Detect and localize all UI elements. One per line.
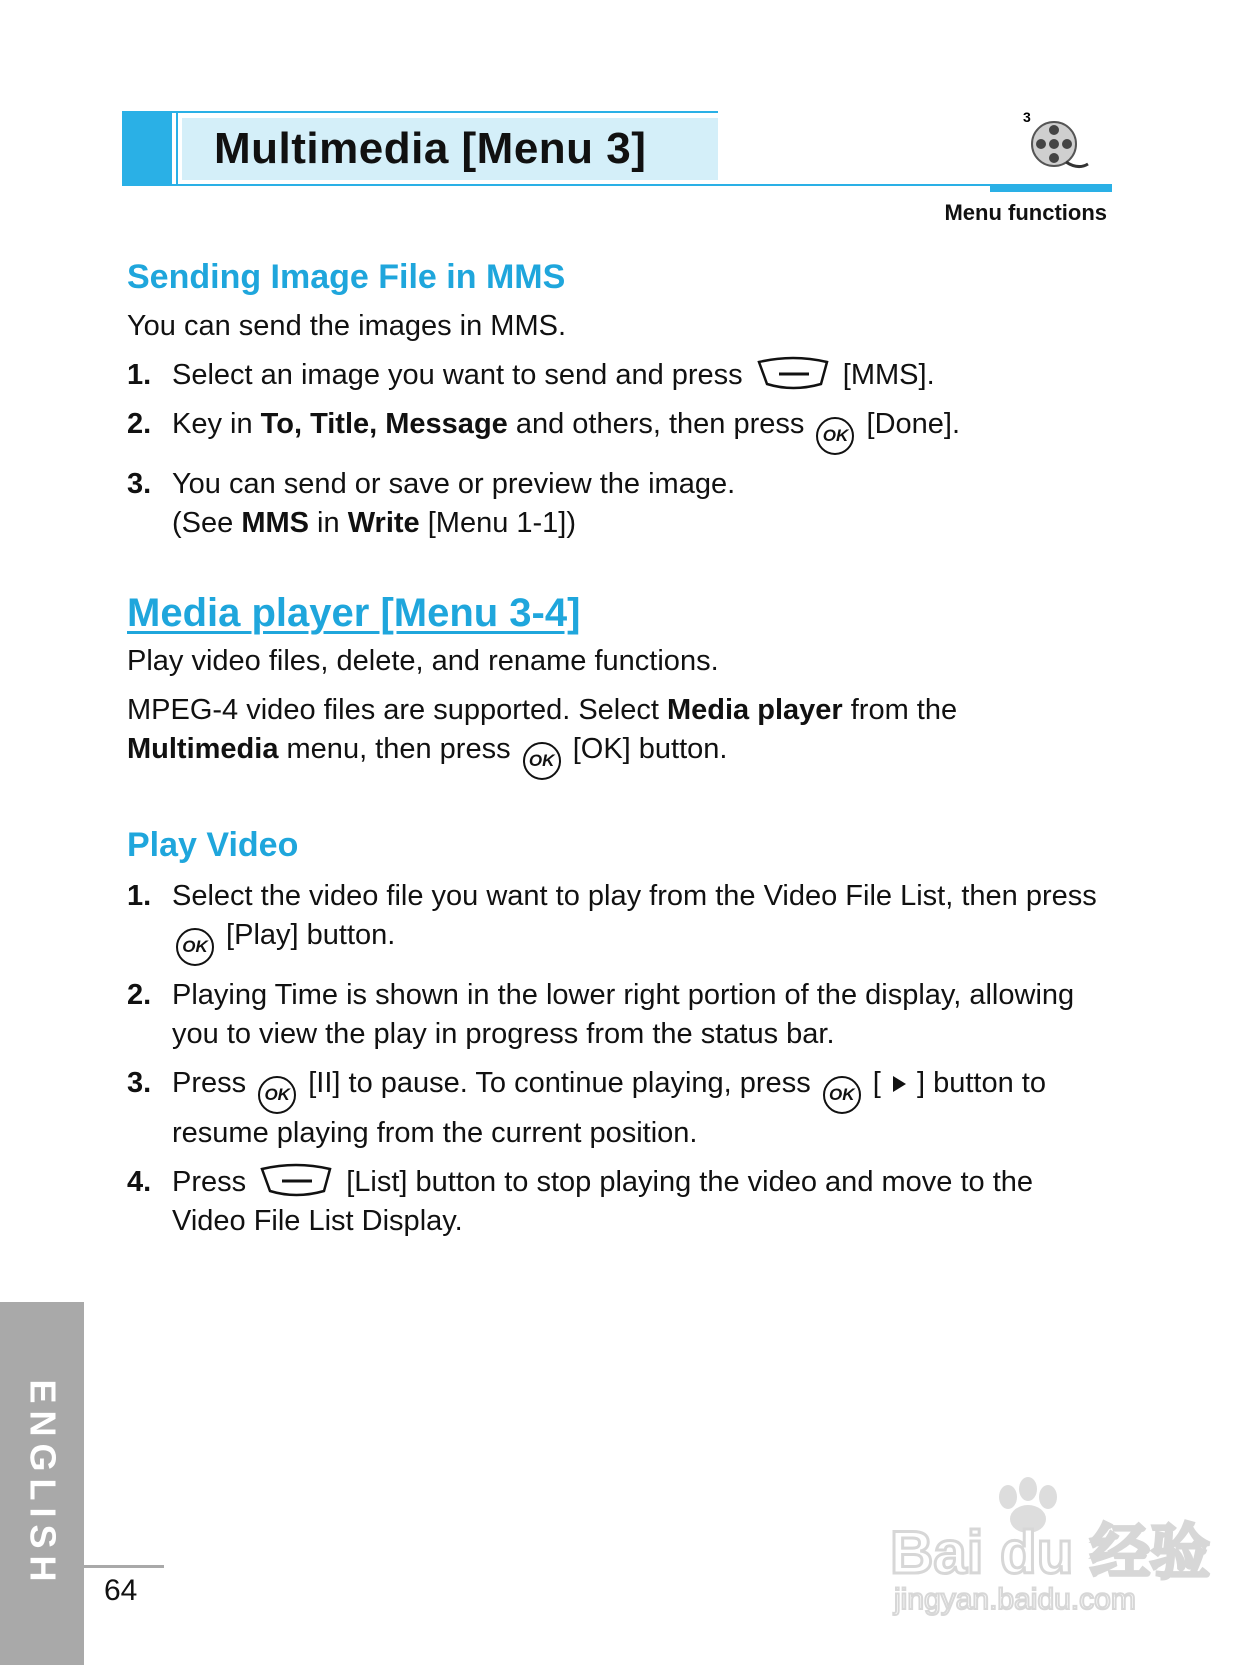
header-rule-top <box>122 111 718 113</box>
language-label-wrap <box>0 1302 84 1665</box>
header-divider <box>176 111 178 186</box>
sending-intro: You can send the images in MMS. <box>127 310 567 342</box>
ok-key-icon: OK <box>523 742 561 780</box>
heading-play-video: Play Video <box>127 826 299 864</box>
list-item: 3. Press OK [II] to pause. To continue playing, press OK [ ] button to resume playing from the current position. <box>127 1067 1046 1149</box>
media-player-instructions: MPEG-4 video files are supported. Select Media player from the Multimedia menu, then press OK [OK] button. <box>127 691 1102 780</box>
list-item: 1. Select an image you want to send and press [MMS]. <box>127 356 1102 395</box>
header-rule-bottom <box>122 184 1112 186</box>
header-accent-bar <box>990 184 1112 192</box>
watermark-brand: Bai du 经验 <box>890 1519 1211 1586</box>
film-reel-icon <box>1022 108 1092 180</box>
ok-key-icon: OK <box>823 1076 861 1114</box>
ok-key-icon: OK <box>176 928 214 966</box>
ok-key-icon: OK <box>258 1076 296 1114</box>
soft-key-icon <box>258 1163 334 1199</box>
list-item: 1. Select the video file you want to play from the Video File List, then press OK [Play] button. <box>127 877 1102 966</box>
list-item: 3. You can send or save or preview the image. (See MMS in Write [Menu 1-1]) <box>127 468 736 539</box>
heading-media-player: Media player [Menu 3-4] <box>127 591 581 635</box>
header-accent-block <box>122 112 172 184</box>
page-number: 64 <box>104 1574 138 1607</box>
heading-sending-image: Sending Image File in MMS <box>127 258 566 296</box>
play-video-steps <box>127 877 1102 1241</box>
page-number-rule <box>84 1565 164 1568</box>
menu-badge: 3 <box>1023 109 1031 125</box>
section-label: Menu functions <box>944 200 1107 225</box>
soft-key-icon <box>755 356 831 392</box>
list-item: 2. Playing Time is shown in the lower right portion of the display, allowing you to view the play in progress from the status bar. <box>127 979 1075 1050</box>
page-title: Multimedia [Menu 3] <box>214 124 647 173</box>
list-item: 2. Key in To, Title, Message and others, then press OK [Done]. <box>127 405 1102 455</box>
sending-steps <box>127 356 1102 543</box>
watermark-url: jingyan.baidu.com <box>894 1583 1136 1616</box>
ok-key-icon: OK <box>816 417 854 455</box>
language-label: ENGLISH <box>22 1378 64 1589</box>
list-item: 4. Press [List] button to stop playing the video and move to the Video File List Display. <box>127 1163 1102 1241</box>
baidu-watermark <box>888 1475 1211 1616</box>
main-content <box>127 258 1102 1241</box>
media-player-description: Play video files, delete, and rename functions. <box>127 645 719 677</box>
play-triangle-icon <box>889 1074 909 1094</box>
